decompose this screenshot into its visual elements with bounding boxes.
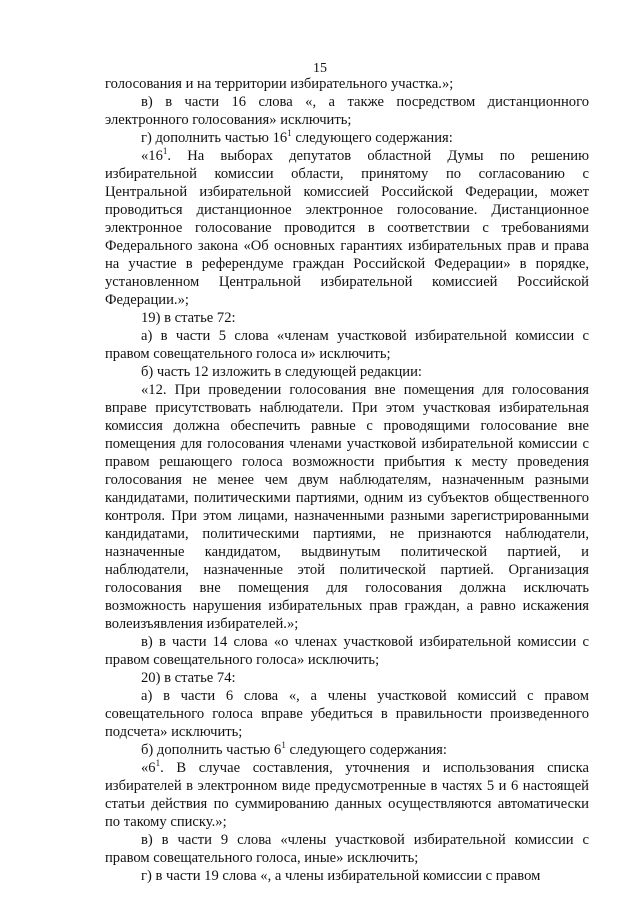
superscript-index: 1	[162, 146, 168, 157]
paragraph-text-after-sup: следующего содержания:	[285, 742, 447, 758]
paragraph: в) в части 16 слова «, а также посредством дистанционного электронного голосования» исключить;	[105, 94, 589, 128]
paragraph-text-before-sup: «6	[141, 760, 156, 776]
paragraph	[105, 147, 589, 309]
paragraph-text-before-sup: «16	[141, 148, 163, 164]
paragraph: г) в части 19 слова «, а члены избирательной комиссии с правом	[141, 868, 541, 884]
paragraph	[105, 759, 589, 831]
paragraph: а) в части 6 слова «, а члены участковой комиссий с правом совещательного голоса вправе убедиться в правильности произведенного подсчета» исключить;	[105, 688, 589, 740]
paragraph: в) в части 9 слова «члены участковой избирательной комиссии с правом совещательного голоса, иные» исключить;	[105, 832, 589, 866]
paragraph: в) в части 14 слова «о членах участковой избирательной комиссии с правом совещательного голоса» исключить;	[105, 634, 589, 668]
document-body	[105, 75, 589, 885]
paragraph: голосования и на территории избирательного участка.»;	[105, 76, 454, 92]
paragraph: «12. При проведении голосования вне помещения для голосования вправе присутствовать наблюдатели. При этом участковая избирательная комиссия должна обеспечить равные с проводящими голосование вне помещения для голосования членами участковой избирательной комиссии с правом решающего голоса возможности прибытия к месту проведения голосования не менее чем двум наблюдателям, назначенным разными кандидатами, политическими партиями, одним из субъектов общественного контроля. При этом лицами, назначенными разными зарегистрированными кандидатами, политическими партиями, не признаются наблюдатели, назначенные кандидатом, выдвинутым политической партией, и наблюдатели, назначенные этой политической партией. Организация голосования вне помещения для голосования должна исключать возможность нарушения избирательных прав граждан, а равно искажения волеизъявления избирателей.»;	[105, 382, 589, 632]
paragraph: 19) в статье 72:	[141, 310, 236, 326]
superscript-index: 1	[281, 740, 286, 751]
paragraph-text-before-sup: г) дополнить частью 16	[141, 130, 288, 146]
page-number: 15	[313, 61, 327, 76]
paragraph-text-after-sup: . В случае составления, уточнения и использования списка избирателей в электронном виде предусмотренные в частях 5 и 6 настоящей статьи действия по суммированию данных осуществляются автоматически по такому списку.»;	[105, 760, 589, 830]
paragraph	[105, 129, 589, 147]
paragraph-text-after-sup: следующего содержания:	[291, 130, 453, 146]
paragraph: б) часть 12 изложить в следующей редакции:	[141, 364, 422, 380]
paragraph: а) в части 5 слова «членам участковой избирательной комиссии с правом совещательного голоса и» исключить;	[105, 328, 589, 362]
paragraph-text-after-sup: . На выборах депутатов областной Думы по решению избирательной комиссии области, принятому по согласованию с Центральной избирательной комиссией Российской Федерации, может проводиться дистанционное электронное голосование. Дистанционное электронное голосование проводится в соответствии с требованиями Федерального закона «Об основных гарантиях избирательных прав и права на участие в референдуме граждан Российской Федерации» в порядке, установленном Центральной избирательной комиссией Российской Федерации.»;	[105, 148, 589, 308]
paragraph	[105, 741, 589, 759]
superscript-index: 1	[155, 758, 161, 769]
paragraph-text-before-sup: б) дополнить частью 6	[141, 742, 282, 758]
superscript-index: 1	[287, 128, 292, 139]
paragraph: 20) в статье 74:	[141, 670, 236, 686]
